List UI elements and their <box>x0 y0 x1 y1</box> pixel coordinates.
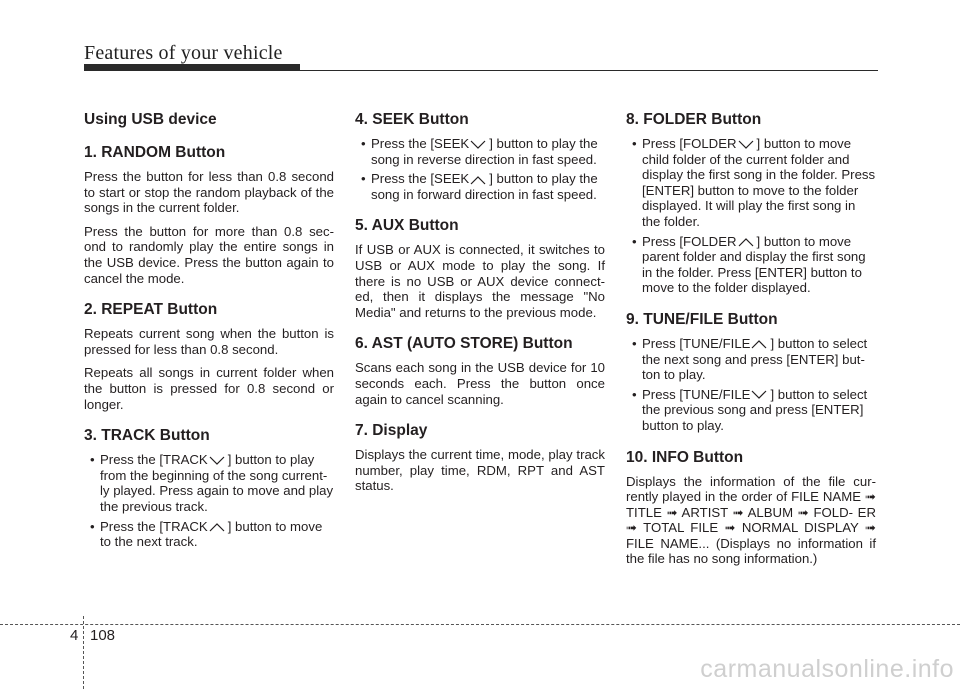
paragraph: Repeats current song when the button is pressed for less than 0.8 second. <box>84 326 334 357</box>
list-item <box>626 234 876 296</box>
list-item <box>355 136 605 167</box>
section-random <box>84 143 334 286</box>
chevron-up-icon <box>209 522 227 532</box>
bullet-text: ] button to move parent folder and display the first song in the folder. Press [ENTER] button to move to the folder displayed. <box>642 233 866 296</box>
paragraph: Scans each song in the USB device for 10 seconds each. Press the button once again to cancel scanning. <box>355 360 605 407</box>
chevron-up-icon <box>738 237 756 247</box>
section-title: 2. REPEAT Button <box>84 301 218 319</box>
column-2 <box>355 110 605 508</box>
bullet-text: ] button to play the song in forward direction in fast speed. <box>371 171 598 202</box>
bullet-text: ] button to select the previous song and press [ENTER] button to play. <box>642 386 868 433</box>
section-title: 7. Display <box>355 422 428 440</box>
page-header-title: Features of your vehicle <box>84 42 283 64</box>
section-title: 3. TRACK Button <box>84 427 210 445</box>
section-title: 1. RANDOM Button <box>84 144 226 161</box>
bullet-text: ] button to select the next song and press [ENTER] but- ton to play. <box>642 335 868 383</box>
list-item <box>626 136 876 230</box>
bullet-list <box>626 136 876 296</box>
section-title: 9. TUNE/FILE Button <box>626 310 778 328</box>
list-item <box>84 452 334 514</box>
paragraph: Displays the current time, mode, play track number, play time, RDM, RPT and AST status. <box>355 447 605 494</box>
list-item <box>626 336 876 383</box>
chevron-down-icon <box>470 140 488 150</box>
footer-divider <box>83 616 84 689</box>
paragraph: Displays the information of the file cur- rently played in the order of FILE NAME ➟ TITLE ➟ ARTIST ➟ ALBUM ➟ FOLD- ER ➟ TOTAL FILE ➟ NORMAL DISPLAY ➟ FILE NAME... (Displays no information if the file has no song information.) <box>626 473 876 567</box>
section-title: 5. AUX Button <box>355 217 459 235</box>
section-title: 8. FOLDER Button <box>626 111 762 128</box>
bullet-list <box>626 336 876 434</box>
list-item <box>84 519 334 550</box>
bullet-text: Press [TUNE/FILE <box>642 386 751 402</box>
list-item <box>355 171 605 202</box>
paragraph: Repeats all songs in current folder when the button is pressed for 0.8 second or longer. <box>84 365 334 412</box>
watermark: carmanualsonline.info <box>700 655 954 683</box>
section-seek <box>355 110 605 202</box>
header-rule <box>300 70 878 71</box>
section-ast <box>355 334 605 407</box>
bullet-text: Press the [TRACK <box>100 452 208 468</box>
column-3 <box>626 110 876 581</box>
bullet-text: ] button to play the song in reverse direction in fast speed. <box>371 136 598 167</box>
bullet-list <box>355 136 605 202</box>
bullet-text: Press the [TRACK <box>100 518 208 534</box>
paragraph: Press the button for less than 0.8 second to start or stop the random playback of the songs in the current folder. <box>84 169 334 216</box>
bullet-text: ] button to move to the next track. <box>100 518 323 550</box>
header-bar <box>84 64 300 71</box>
column-1 <box>84 110 334 564</box>
paragraph: Press the button for more than 0.8 sec- ond to randomly play the entire songs in the USB device. Press the button again to cancel the mode. <box>84 223 334 286</box>
bullet-text: Press the [SEEK <box>371 136 470 151</box>
bullet-text: Press [FOLDER <box>642 233 737 249</box>
section-info <box>626 448 876 568</box>
section-display <box>355 421 605 494</box>
section-track <box>84 426 334 550</box>
bullet-text: Press [TUNE/FILE <box>642 335 751 351</box>
section-title: 6. AST (AUTO STORE) Button <box>355 335 573 353</box>
bullet-text: ] button to play from the beginning of the song current- ly played. Press again to move and play the previous track. <box>100 452 334 514</box>
bullet-text: Press [FOLDER <box>642 136 737 151</box>
section-folder <box>626 110 876 296</box>
bullet-text: Press the [SEEK <box>371 171 470 187</box>
chevron-up-icon <box>470 175 488 185</box>
section-tune-file <box>626 310 876 434</box>
chevron-up-icon <box>751 339 769 349</box>
section-title: 10. INFO Button <box>626 448 744 466</box>
chevron-down-icon <box>751 390 769 400</box>
bullet-list <box>84 452 334 550</box>
section-repeat <box>84 300 334 412</box>
section-heading: Using USB device <box>84 111 217 128</box>
section-title: 4. SEEK Button <box>355 111 469 128</box>
bullet-text: ] button to move child folder of the current folder and display the first song in the folder. Press [ENTER] button to move to the folder displayed. It will play the first song in the folder. <box>642 136 876 229</box>
section-aux <box>355 216 605 320</box>
chevron-down-icon <box>209 456 227 466</box>
chevron-down-icon <box>738 140 756 150</box>
footer-rule <box>0 624 960 625</box>
paragraph: If USB or AUX is connected, it switches to USB or AUX mode to play the song. If there is no USB or AUX device connect- ed, then it displays the message "No Media" and returns to the previous mode. <box>355 242 605 320</box>
page-number: 108 <box>90 627 116 644</box>
list-item <box>626 387 876 434</box>
chapter-number: 4 <box>70 627 79 644</box>
